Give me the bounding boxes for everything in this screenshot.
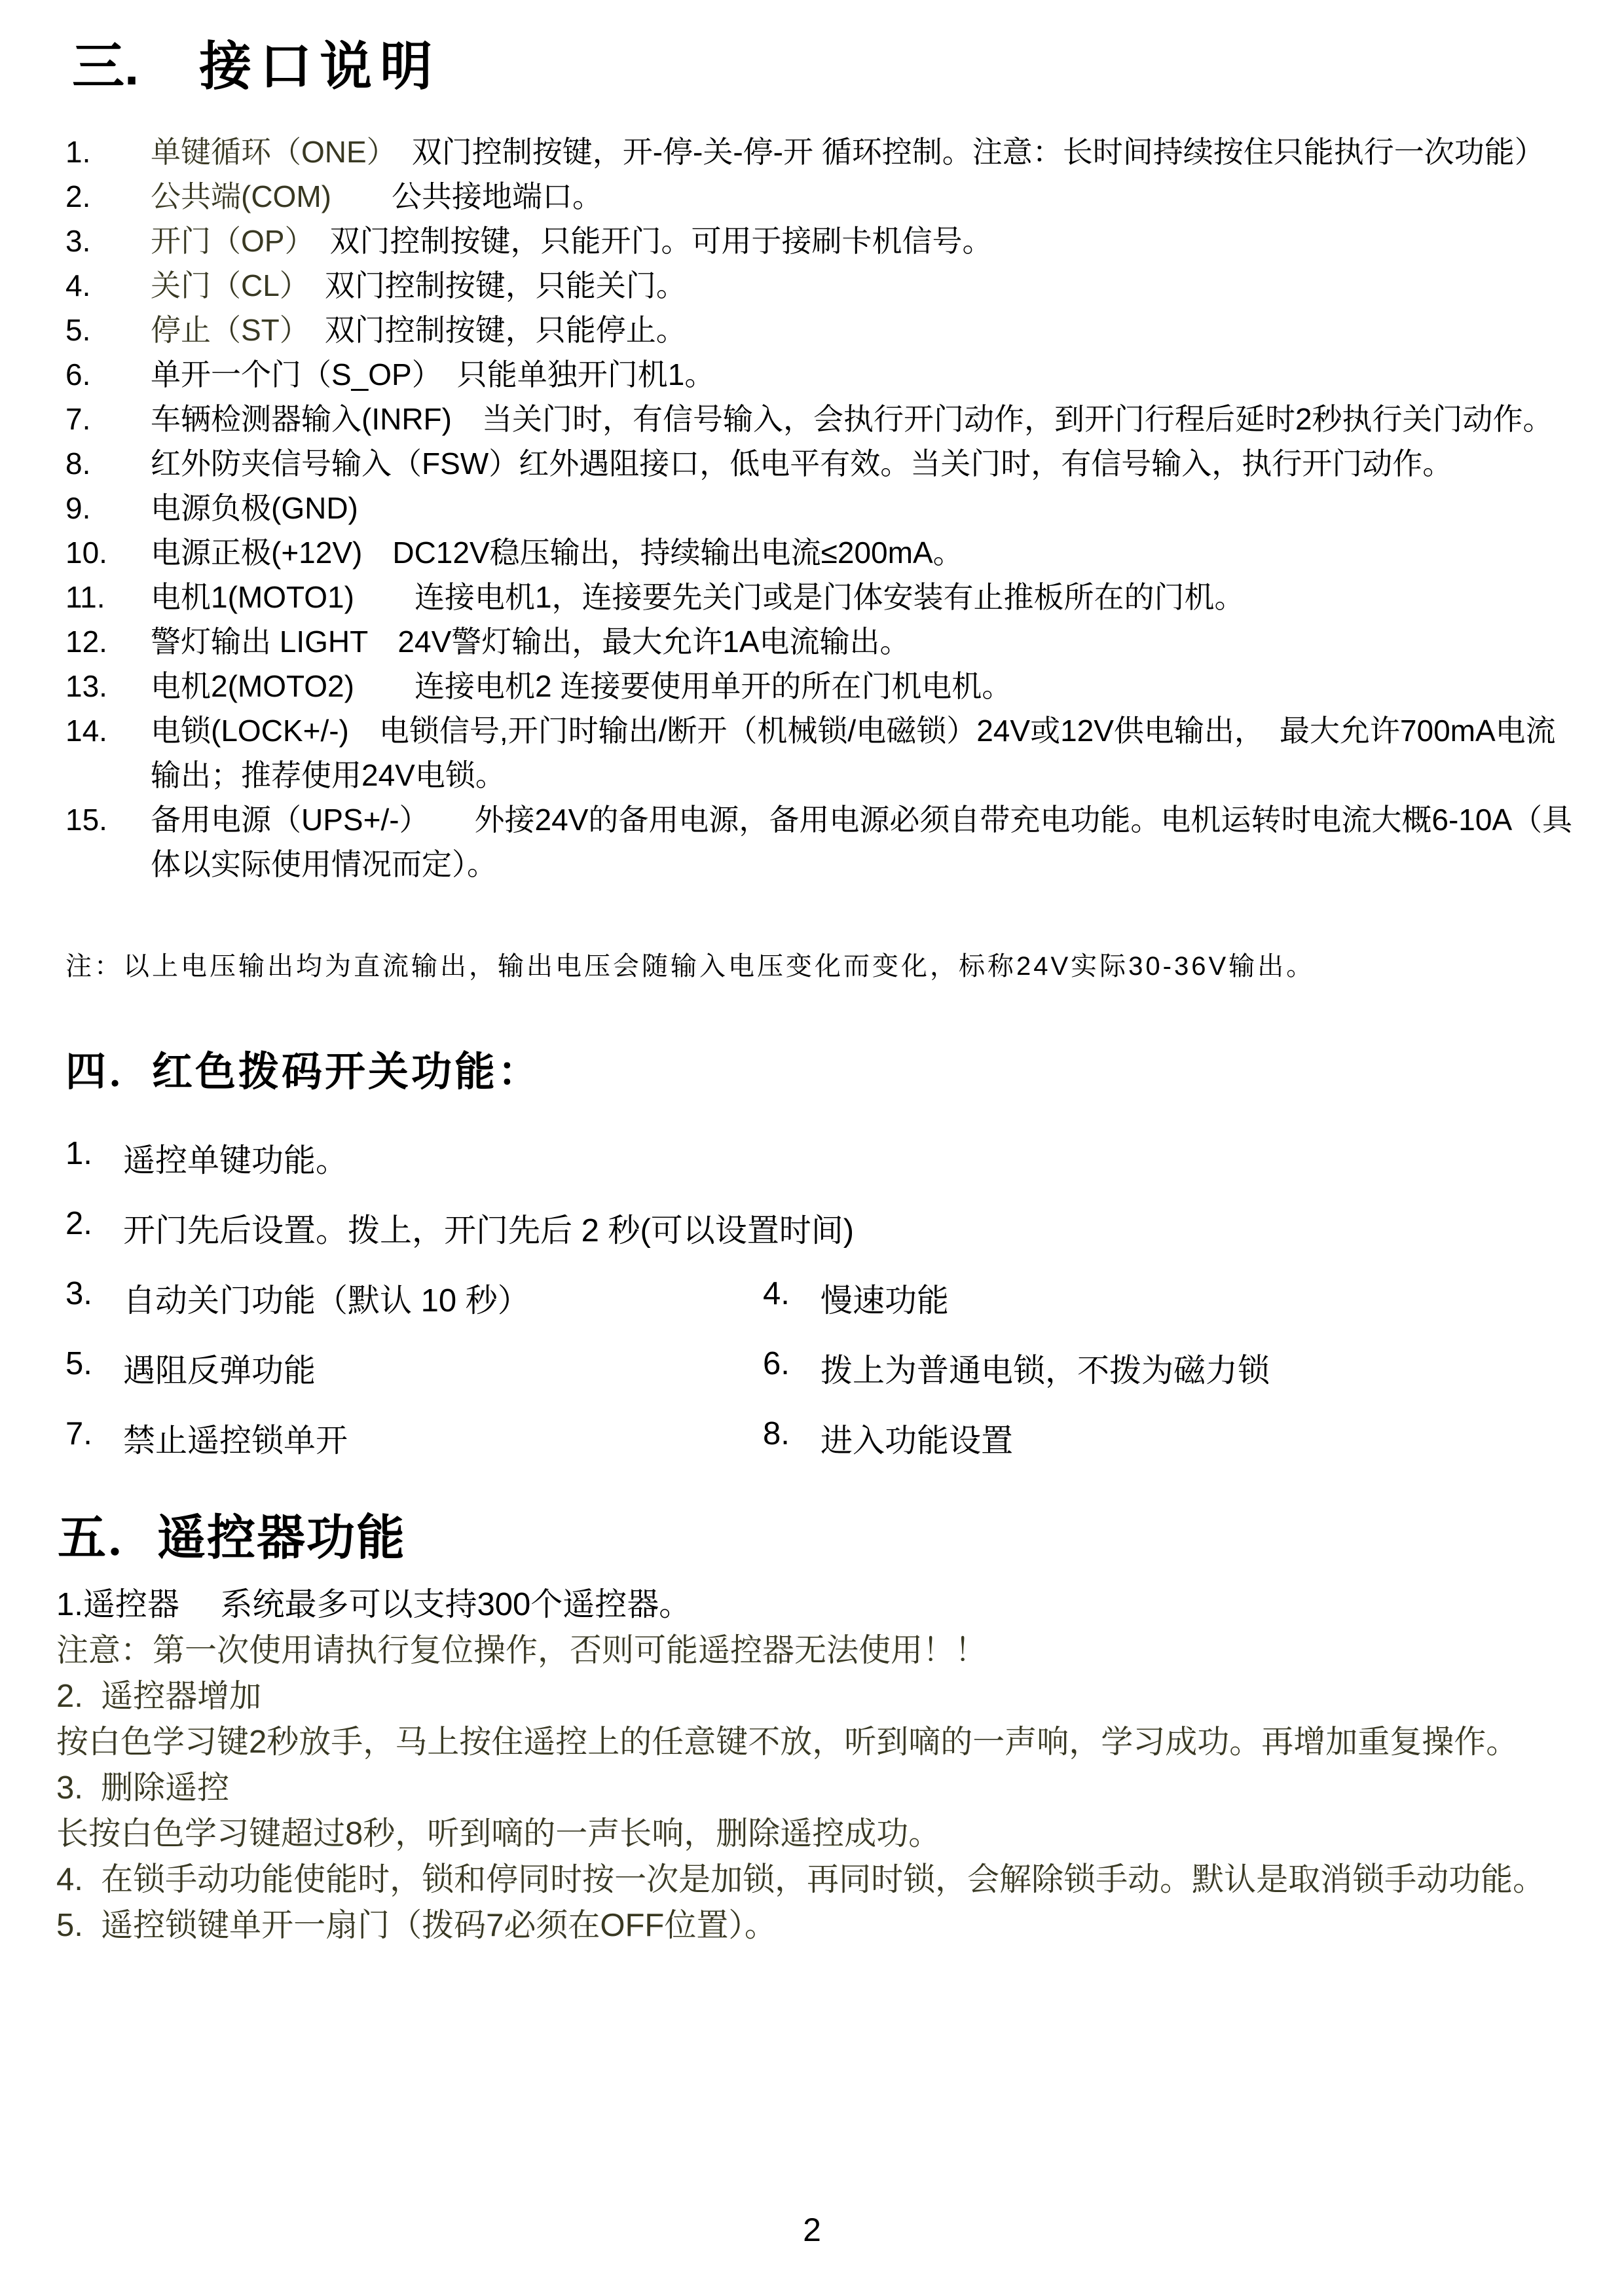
list-item (65, 1345, 763, 1391)
list-row (65, 1135, 1575, 1181)
item-number: 9. (65, 491, 91, 525)
item-label: 红外防夹信号输入（FSW） (151, 446, 519, 481)
instruction-line: 按白色学习键2秒放手，马上按住遥控上的任意键不放，听到嘀的一声响，学习成功。再增加重复操作。 (56, 1724, 1519, 1760)
item-number: 15. (65, 803, 107, 837)
section3-title (72, 38, 1575, 96)
list-item (65, 1275, 763, 1321)
list-item (65, 397, 1575, 441)
item-number: 6. (65, 357, 91, 392)
item-number: 12. (65, 625, 107, 659)
item-number: 3. (65, 224, 91, 258)
item-number: 1. (65, 1136, 92, 1171)
item-number: 11. (65, 580, 105, 614)
item-number: 7. (65, 402, 91, 436)
item-number: 6. (763, 1346, 790, 1381)
list-item (763, 1275, 949, 1321)
item-desc: 当关门时，有信号输入，会执行开门动作，到开门行程后延时2秒执行关门动作。 (451, 402, 1553, 436)
dip-switch-list (65, 1135, 1575, 1461)
item-desc: 连接电机2 连接要使用单开的所在门机电机。 (354, 669, 1012, 703)
item-desc: 红外遇阻接口，低电平有效。当关门时，有信号输入，执行开门动作。 (519, 446, 1453, 481)
item-label: 警灯输出 LIGHT (151, 625, 368, 659)
item-text: 自动关门功能（默认 10 秒） (123, 1283, 530, 1319)
item-desc: 双门控制按键，只能关门。 (294, 268, 686, 302)
item-text: 遥控单键功能。 (123, 1143, 348, 1178)
list-item (65, 130, 1575, 174)
item-label: 电锁(LOCK+/-) (151, 714, 349, 748)
item-number: 14. (65, 714, 107, 748)
item-label: 关门（CL） (151, 268, 295, 302)
item-desc: DC12V稳压输出，持续输出电流≤200mA。 (362, 536, 963, 570)
item-label: 单开一个门（S_OP） (151, 357, 427, 392)
item-text: 拨上为普通电锁，不拨为磁力锁 (821, 1353, 1270, 1389)
item-number: 7. (65, 1416, 92, 1451)
list-row (65, 1345, 1575, 1391)
list-item (65, 263, 1575, 308)
instruction-line: 4. 在锁手动功能使能时，锁和停同时按一次是加锁，再同时锁，会解除锁手动。默认是取消锁手动功能。 (56, 1862, 1545, 1897)
list-item (65, 308, 1575, 352)
item-text: 进入功能设置 (821, 1423, 1014, 1459)
item-number: 10. (65, 536, 107, 570)
interface-list (65, 130, 1575, 886)
item-desc: 24V警灯输出，最大允许1A电流输出。 (367, 625, 910, 659)
instruction-line: 长按白色学习键超过8秒，听到嘀的一声长响，删除遥控成功。 (56, 1816, 941, 1851)
item-text: 慢速功能 (821, 1283, 950, 1319)
item-number: 2. (65, 179, 91, 213)
list-item (65, 352, 1575, 397)
list-row (65, 1205, 1575, 1251)
item-text: 遇阻反弹功能 (123, 1353, 316, 1389)
item-desc: 双门控制按键，开-停-关-停-开 循环控制。注意：长时间持续按住只能执行一次功能） (381, 135, 1545, 169)
voltage-note: 注：以上电压输出均为直流输出，输出电压会随输入电压变化而变化，标称24V实际30-36V输出。 (65, 952, 1316, 981)
list-item (65, 575, 1575, 619)
list-item (65, 1415, 763, 1461)
item-desc: 电锁信号,开门时输出/断开（机械锁/电磁锁）24V或12V供电输出， 最大允许700mA电流输出；推荐使用24V电锁。 (151, 714, 1556, 792)
item-desc: 公共接地端口。 (331, 179, 602, 213)
section3-title-number: 三. (72, 37, 139, 96)
instruction-line: 1.遥控器 系统最多可以支持300个遥控器。 (56, 1587, 692, 1622)
item-desc: 连接电机1，连接要先关门或是门体安装有止推板所在的门机。 (354, 580, 1245, 614)
item-label: 电源正极(+12V) (151, 536, 363, 570)
item-desc: 外接24V的备用电源，备用电源必须自带充电功能。电机运转时电流大概6-10A（具体以实际使用情况而定）。 (151, 803, 1573, 881)
page-number: 2 (803, 2212, 821, 2248)
item-number: 3. (65, 1276, 92, 1311)
list-item (65, 708, 1575, 797)
item-number: 4. (65, 268, 91, 302)
list-item (65, 1135, 348, 1181)
instruction-line: 5. 遥控锁键单开一扇门（拨码7必须在OFF位置）。 (56, 1908, 777, 1943)
instruction-line: 注意：第一次使用请执行复位操作，否则可能遥控器无法使用！！ (56, 1633, 987, 1668)
section3-title-text: 接口说明 (199, 37, 441, 96)
item-number: 8. (65, 446, 91, 481)
remote-instructions (56, 1582, 1575, 1948)
item-number: 5. (65, 313, 91, 347)
list-row (65, 1415, 1575, 1461)
list-item (65, 441, 1575, 486)
item-label: 电机1(MOTO1) (151, 580, 354, 614)
list-item (763, 1415, 1013, 1461)
list-item (65, 664, 1575, 708)
list-row (65, 1275, 1575, 1321)
list-item (65, 174, 1575, 219)
list-item (65, 619, 1575, 664)
item-label: 车辆检测器输入(INRF) (151, 402, 452, 436)
list-item (65, 797, 1575, 886)
item-desc: 双门控制按键，只能停止。 (294, 313, 686, 347)
item-label: 电机2(MOTO2) (151, 669, 354, 703)
instruction-line: 2. 遥控器增加 (56, 1679, 262, 1714)
item-label: 电源负极(GND) (151, 491, 358, 525)
section5-title: 五．遥控器功能 (58, 1510, 406, 1565)
item-desc: 只能单独开门机1。 (426, 357, 715, 392)
item-number: 8. (763, 1416, 790, 1451)
list-item (65, 530, 1575, 575)
list-item (763, 1345, 1270, 1391)
item-label: 公共端(COM) (151, 179, 331, 213)
item-label: 单键循环（ONE） (151, 135, 382, 169)
item-number: 4. (763, 1276, 790, 1311)
item-label: 停止（ST） (151, 313, 295, 347)
list-item (65, 1205, 854, 1251)
section4-title: 四．红色拨码开关功能： (65, 1049, 542, 1095)
item-number: 2. (65, 1206, 92, 1241)
item-number: 5. (65, 1346, 92, 1381)
item-number: 1. (65, 135, 91, 169)
item-desc: 双门控制按键，只能开门。可用于接刷卡机信号。 (299, 224, 993, 258)
instruction-line: 3. 删除遥控 (56, 1770, 230, 1806)
item-text: 开门先后设置。拨上，开门先后 2 秒(可以设置时间) (123, 1213, 855, 1248)
list-item (65, 486, 1575, 530)
list-item (65, 219, 1575, 263)
item-label: 开门（OP） (151, 224, 300, 258)
item-text: 禁止遥控锁单开 (123, 1423, 348, 1459)
item-label: 备用电源（UPS+/-） (151, 803, 415, 837)
item-number: 13. (65, 669, 107, 703)
